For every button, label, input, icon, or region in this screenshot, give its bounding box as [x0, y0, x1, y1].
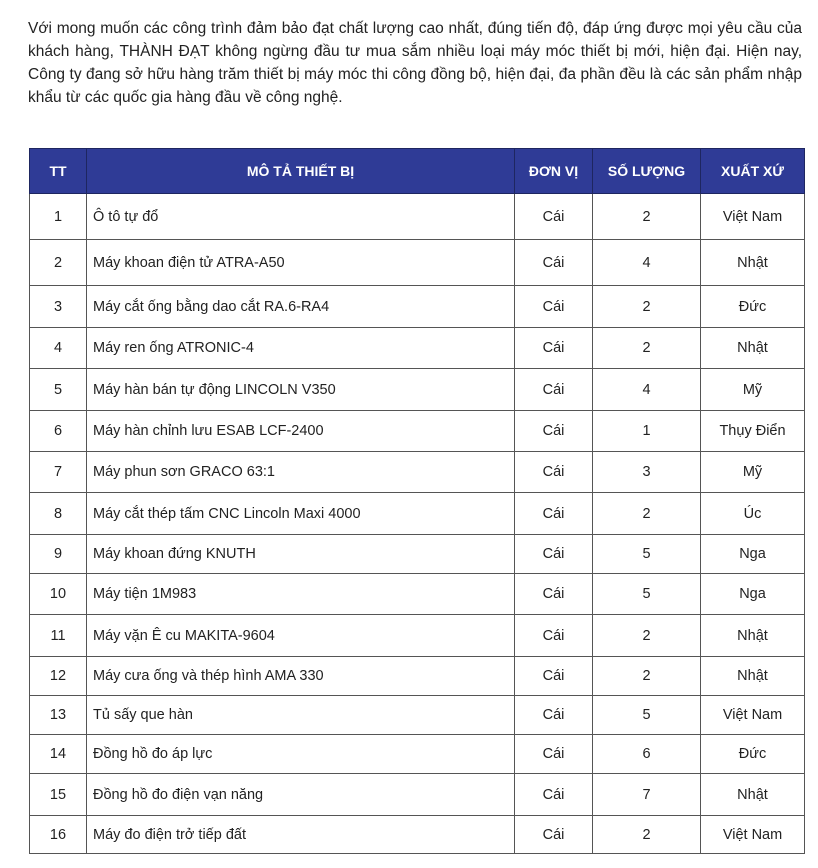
cell-origin: Nhật	[701, 615, 805, 657]
cell-quantity: 2	[593, 493, 701, 535]
table-row	[30, 194, 805, 240]
cell-origin: Việt Nam	[701, 194, 805, 240]
cell-description: Máy cắt ống bằng dao cắt RA.6-RA4	[87, 286, 515, 328]
cell-quantity: 7	[593, 774, 701, 816]
cell-origin: Nhật	[701, 657, 805, 696]
cell-tt: 8	[30, 493, 87, 535]
cell-origin: Đức	[701, 735, 805, 774]
cell-origin: Nhật	[701, 774, 805, 816]
header-description: MÔ TẢ THIẾT BỊ	[87, 149, 515, 194]
header-tt: TT	[30, 149, 87, 194]
table-row	[30, 735, 805, 774]
table-row	[30, 574, 805, 615]
cell-tt: 7	[30, 452, 87, 493]
cell-quantity: 2	[593, 657, 701, 696]
cell-origin: Nga	[701, 535, 805, 574]
cell-description: Máy hàn chỉnh lưu ESAB LCF-2400	[87, 411, 515, 452]
cell-description: Ô tô tự đổ	[87, 194, 515, 240]
table-row	[30, 657, 805, 696]
cell-unit: Cái	[515, 615, 593, 657]
table-row	[30, 774, 805, 816]
cell-description: Máy khoan đứng KNUTH	[87, 535, 515, 574]
cell-quantity: 5	[593, 535, 701, 574]
cell-description: Máy cưa ống và thép hình AMA 330	[87, 657, 515, 696]
table-header-row	[30, 149, 805, 194]
cell-quantity: 2	[593, 194, 701, 240]
table-row	[30, 286, 805, 328]
cell-quantity: 2	[593, 328, 701, 369]
header-origin: XUẤT XỨ	[701, 149, 805, 194]
table-row	[30, 816, 805, 854]
cell-quantity: 4	[593, 240, 701, 286]
cell-unit: Cái	[515, 816, 593, 854]
cell-description: Tủ sấy que hàn	[87, 696, 515, 735]
cell-tt: 6	[30, 411, 87, 452]
cell-unit: Cái	[515, 411, 593, 452]
cell-origin: Thụy Điển	[701, 411, 805, 452]
cell-unit: Cái	[515, 286, 593, 328]
cell-tt: 13	[30, 696, 87, 735]
cell-description: Máy tiện 1M983	[87, 574, 515, 615]
table-body	[30, 194, 805, 854]
cell-unit: Cái	[515, 657, 593, 696]
cell-unit: Cái	[515, 535, 593, 574]
cell-unit: Cái	[515, 493, 593, 535]
cell-tt: 4	[30, 328, 87, 369]
cell-unit: Cái	[515, 194, 593, 240]
cell-quantity: 2	[593, 615, 701, 657]
cell-unit: Cái	[515, 328, 593, 369]
cell-quantity: 6	[593, 735, 701, 774]
table-row	[30, 452, 805, 493]
table-row	[30, 493, 805, 535]
cell-description: Đồng hồ đo điện vạn năng	[87, 774, 515, 816]
cell-quantity: 2	[593, 816, 701, 854]
cell-tt: 9	[30, 535, 87, 574]
table-row	[30, 369, 805, 411]
cell-quantity: 4	[593, 369, 701, 411]
cell-description: Máy đo điện trở tiếp đất	[87, 816, 515, 854]
cell-origin: Việt Nam	[701, 816, 805, 854]
cell-tt: 14	[30, 735, 87, 774]
cell-unit: Cái	[515, 696, 593, 735]
cell-origin: Úc	[701, 493, 805, 535]
equipment-table	[29, 148, 805, 854]
table-row	[30, 240, 805, 286]
cell-origin: Việt Nam	[701, 696, 805, 735]
cell-tt: 2	[30, 240, 87, 286]
cell-tt: 12	[30, 657, 87, 696]
cell-unit: Cái	[515, 452, 593, 493]
cell-unit: Cái	[515, 369, 593, 411]
cell-origin: Nhật	[701, 240, 805, 286]
cell-tt: 5	[30, 369, 87, 411]
table-row	[30, 535, 805, 574]
cell-tt: 16	[30, 816, 87, 854]
cell-origin: Mỹ	[701, 452, 805, 493]
cell-tt: 15	[30, 774, 87, 816]
intro-paragraph: Với mong muốn các công trình đảm bảo đạt chất lượng cao nhất, đúng tiến độ, đáp ứng được mọi yêu cầu của khách hàng, THÀNH ĐẠT không ngừng đầu tư mua sắm nhiều loại máy móc thiết bị mới, hiện đại. Hiện nay, Công ty đang sở hữu hàng trăm thiết bị máy móc thi công đồng bộ, hiện đại, đa phần đều là các sản phẩm nhập khẩu từ các quốc gia hàng đầu về công nghệ.	[28, 20, 802, 106]
cell-tt: 10	[30, 574, 87, 615]
cell-description: Máy hàn bán tự động LINCOLN V350	[87, 369, 515, 411]
cell-origin: Đức	[701, 286, 805, 328]
cell-unit: Cái	[515, 240, 593, 286]
cell-origin: Mỹ	[701, 369, 805, 411]
cell-description: Đồng hồ đo áp lực	[87, 735, 515, 774]
cell-quantity: 5	[593, 696, 701, 735]
cell-description: Máy vặn Ê cu MAKITA-9604	[87, 615, 515, 657]
table-row	[30, 328, 805, 369]
cell-tt: 1	[30, 194, 87, 240]
cell-quantity: 3	[593, 452, 701, 493]
cell-unit: Cái	[515, 735, 593, 774]
cell-quantity: 1	[593, 411, 701, 452]
cell-unit: Cái	[515, 574, 593, 615]
cell-tt: 3	[30, 286, 87, 328]
table-row	[30, 615, 805, 657]
cell-description: Máy phun sơn GRACO 63:1	[87, 452, 515, 493]
cell-unit: Cái	[515, 774, 593, 816]
cell-quantity: 2	[593, 286, 701, 328]
cell-quantity: 5	[593, 574, 701, 615]
cell-tt: 11	[30, 615, 87, 657]
cell-origin: Nga	[701, 574, 805, 615]
cell-description: Máy khoan điện tử ATRA-A50	[87, 240, 515, 286]
header-quantity: SỐ LƯỢNG	[593, 149, 701, 194]
header-unit: ĐƠN VỊ	[515, 149, 593, 194]
cell-origin: Nhật	[701, 328, 805, 369]
cell-description: Máy cắt thép tấm CNC Lincoln Maxi 4000	[87, 493, 515, 535]
cell-description: Máy ren ống ATRONIC-4	[87, 328, 515, 369]
table-row	[30, 696, 805, 735]
table-row	[30, 411, 805, 452]
